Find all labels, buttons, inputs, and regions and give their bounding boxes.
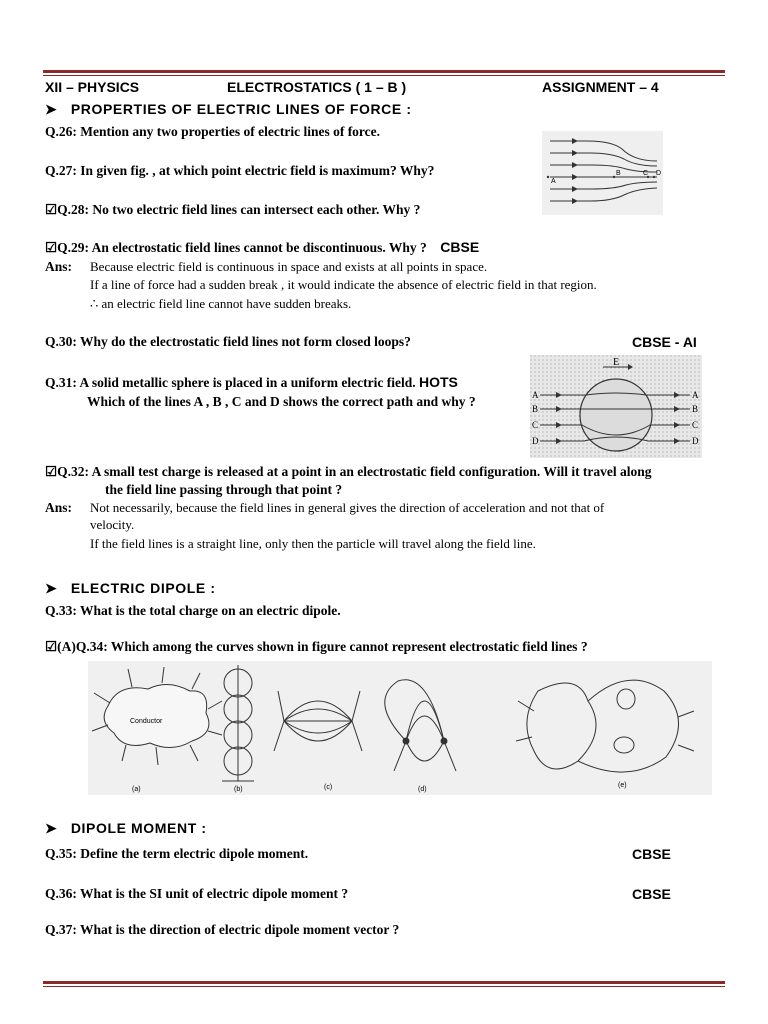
answer-32-line-2: velocity. bbox=[90, 517, 135, 532]
section-dipole-moment bbox=[45, 820, 207, 837]
fig31-right-b: B bbox=[692, 404, 699, 414]
question-35: Q.35: Define the term electric dipole moment. bbox=[45, 846, 309, 861]
answer-label-32: Ans: bbox=[45, 500, 73, 515]
curve-d-loops bbox=[385, 680, 456, 771]
fig31-field-label: E bbox=[613, 357, 620, 368]
fig31-left-d: D bbox=[532, 436, 539, 446]
figure-field-line-curves-q34 bbox=[88, 661, 712, 795]
top-rule bbox=[43, 70, 725, 76]
tag-hots: HOTS bbox=[418, 374, 458, 390]
question-33: Q.33: What is the total charge on an electric dipole. bbox=[45, 603, 341, 618]
section-properties bbox=[45, 101, 412, 118]
answer-label: Ans: bbox=[45, 259, 73, 274]
question-32-line-2: the field line passing through that point ? bbox=[105, 482, 343, 497]
question-32-line-1: ☑Q.32: A small test charge is released at a point in an electrostatic field configuration. Will it travel along bbox=[45, 464, 652, 479]
question-29-text: ☑Q.29: An electrostatic field lines cannot be discontinuous. Why ? bbox=[45, 240, 427, 255]
question-27: Q.27: In given fig. , at which point electric field is maximum? Why? bbox=[45, 163, 435, 178]
conductor-label: Conductor bbox=[130, 718, 163, 725]
fig27-label-b: B bbox=[616, 170, 621, 177]
question-31-text: Q.31: A solid metallic sphere is placed in a uniform electric field. bbox=[45, 375, 416, 390]
header-subject: XII – PHYSICS bbox=[45, 79, 140, 95]
figure-metallic-sphere-q31 bbox=[530, 355, 702, 458]
question-28: ☑Q.28: No two electric field lines can intersect each other. Why ? bbox=[45, 202, 421, 217]
curve-b-chain bbox=[222, 665, 254, 781]
question-31-line-2: Which of the lines A , B , C and D shows the correct path and why ? bbox=[87, 394, 476, 409]
bottom-rule bbox=[43, 981, 725, 987]
tag-cbse-35: CBSE bbox=[632, 846, 671, 862]
fig27-label-d: D bbox=[656, 170, 662, 177]
curve-c-lines bbox=[274, 691, 362, 751]
answer-29-line-1: Because electric field is continuous in space and exists at all points in space. bbox=[90, 259, 488, 274]
question-26: Q.26: Mention any two properties of electric lines of force. bbox=[45, 124, 381, 139]
figure-field-lines-q27 bbox=[542, 131, 663, 215]
tag-cbse-36: CBSE bbox=[632, 886, 671, 902]
curve-e-closed bbox=[516, 680, 694, 772]
fig27-label-a: A bbox=[551, 178, 556, 185]
answer-29-line-3: ∴ an electric field line cannot have sudden breaks. bbox=[90, 296, 352, 311]
fig31-left-c: C bbox=[532, 420, 539, 430]
bullet-arrow-icon: ➤ bbox=[45, 820, 58, 836]
question-30: Q.30: Why do the electrostatic field lines not form closed loops? bbox=[45, 334, 411, 349]
bullet-arrow-icon: ➤ bbox=[45, 580, 58, 596]
answer-29-line-2: If a line of force had a sudden break , it would indicate the absence of electric field in that region. bbox=[90, 277, 597, 292]
caption-b: (b) bbox=[234, 786, 243, 793]
question-31-line-1 bbox=[45, 374, 458, 391]
header-assignment: ASSIGNMENT – 4 bbox=[542, 79, 659, 95]
section-moment-title: DIPOLE MOMENT : bbox=[70, 820, 207, 836]
caption-d: (d) bbox=[418, 786, 427, 793]
fig31-right-d: D bbox=[692, 436, 699, 446]
tag-cbse-ai: CBSE - AI bbox=[632, 334, 697, 350]
fig31-right-a: A bbox=[692, 390, 699, 400]
curve-a-conductor bbox=[92, 667, 222, 765]
caption-e: (e) bbox=[618, 782, 627, 789]
caption-c: (c) bbox=[324, 784, 333, 791]
question-37: Q.37: What is the direction of electric dipole moment vector ? bbox=[45, 922, 400, 937]
fig31-left-a: A bbox=[532, 390, 539, 400]
fig27-label-c: C bbox=[643, 170, 649, 177]
header-topic: ELECTROSTATICS ( 1 – B ) bbox=[227, 79, 407, 95]
answer-32-line-1: Not necessarily, because the field lines in general gives the direction of acceleration and not that of bbox=[90, 500, 605, 515]
answer-32-line-3: If the field lines is a straight line, only then the particle will travel along the field line. bbox=[90, 536, 536, 551]
question-29 bbox=[45, 239, 479, 256]
section-properties-title: PROPERTIES OF ELECTRIC LINES OF FORCE : bbox=[70, 101, 412, 117]
section-dipole-title: ELECTRIC DIPOLE : bbox=[70, 580, 216, 596]
fig31-left-b: B bbox=[532, 404, 539, 414]
question-36: Q.36: What is the SI unit of electric dipole moment ? bbox=[45, 886, 349, 901]
question-34: ☑(A)Q.34: Which among the curves shown in figure cannot represent electrostatic field lines ? bbox=[45, 639, 588, 654]
fig31-right-c: C bbox=[692, 420, 699, 430]
tag-cbse: CBSE bbox=[440, 239, 480, 255]
section-electric-dipole bbox=[45, 580, 216, 597]
caption-a: (a) bbox=[132, 786, 141, 793]
bullet-arrow-icon: ➤ bbox=[45, 101, 58, 117]
